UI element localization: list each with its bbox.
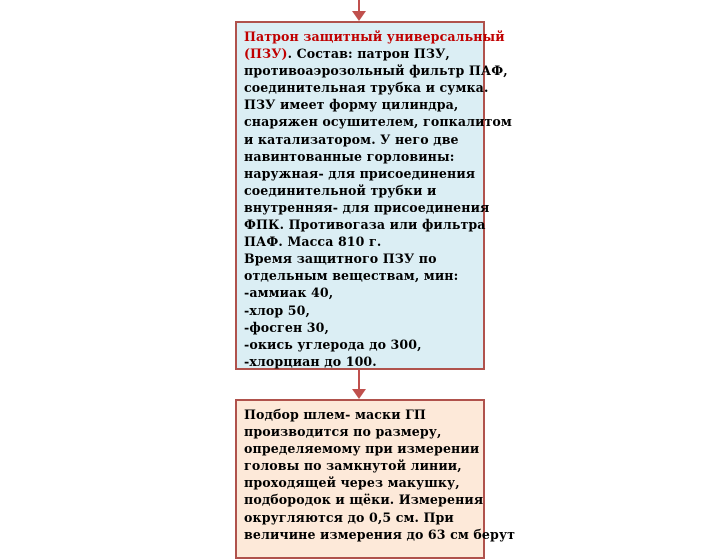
mask-line: головы по замкнутой линии, <box>244 458 462 474</box>
pzu-title-abbr: (ПЗУ) <box>244 46 288 62</box>
pzu-line: соединительной трубки и <box>244 182 437 198</box>
arrow-middle <box>352 389 366 399</box>
pzu-line-text: . Состав: патрон ПЗУ, <box>287 46 450 62</box>
mask-line: величине измерения до 63 см берут <box>244 526 516 542</box>
pzu-line <box>244 45 477 62</box>
pzu-line: -фосген 30, <box>244 319 329 335</box>
pzu-line: наружная- для присоединения <box>244 165 476 181</box>
arrow-top <box>352 11 366 21</box>
pzu-line: -хлорциан до 100. <box>244 353 377 369</box>
pzu-line: Время защитного ПЗУ по <box>244 251 437 267</box>
box-pzu-description <box>235 21 512 370</box>
pzu-line: соединительная трубка и сумка. <box>244 80 489 96</box>
mask-line: проходящей через макушку, <box>244 475 460 491</box>
connector-middle <box>358 370 360 390</box>
pzu-line: и катализатором. У него две <box>244 131 459 147</box>
pzu-line: противоаэрозольный фильтр ПАФ, <box>244 63 508 79</box>
pzu-line: внутренняя- для присоединения <box>244 199 490 215</box>
pzu-line: ПАФ. Масса 810 г. <box>244 234 382 250</box>
pzu-line: отдельным веществам, мин: <box>244 268 459 284</box>
pzu-line: ПЗУ имеет форму цилиндра, <box>244 97 459 113</box>
pzu-line: снаряжен осушителем, гопкалитом <box>244 114 512 130</box>
pzu-line: -окись углерода до 300, <box>244 336 422 352</box>
pzu-line: ФПК. Противогаза или фильтра <box>244 217 486 233</box>
box-mask-selection <box>235 399 516 559</box>
pzu-line: -аммиак 40, <box>244 285 334 301</box>
mask-line: округляются до 0,5 см. При <box>244 509 454 525</box>
mask-line: производится по размеру, <box>244 424 442 440</box>
mask-line: подбородок и щёки. Измерения <box>244 492 484 508</box>
pzu-title-line: Патрон защитный универсальный <box>244 29 505 44</box>
mask-line: Подбор шлем- маски ГП <box>244 407 426 422</box>
pzu-line: навинтованные горловины: <box>244 148 455 164</box>
mask-line: определяемому при измерении <box>244 441 480 457</box>
pzu-line: -хлор 50, <box>244 302 311 318</box>
